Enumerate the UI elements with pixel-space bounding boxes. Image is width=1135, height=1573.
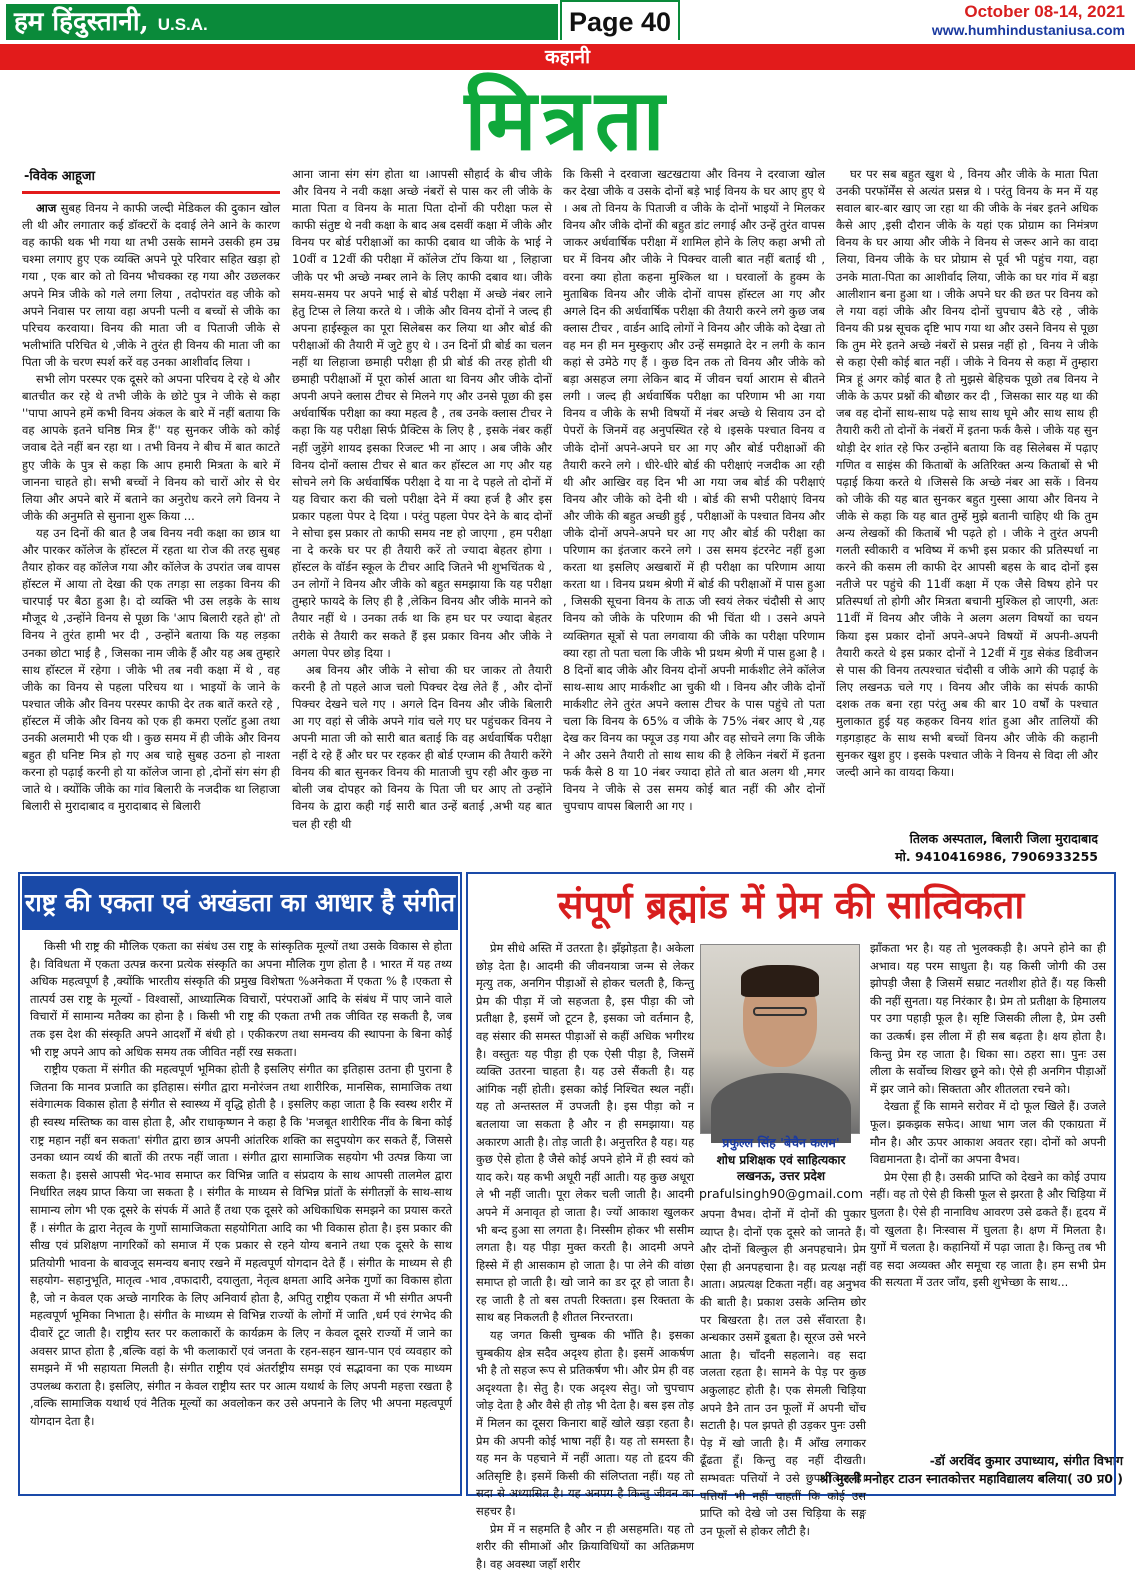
story-column-1 xyxy=(22,166,280,866)
photo-glasses xyxy=(753,1007,807,1016)
photo-hair xyxy=(741,965,819,997)
article-paragraph: किसी भी राष्ट्र की मौलिक एकता का संबंध उस राष्ट्र के सांस्कृतिक मूल्यों तथा उसके विकास से होता है। विविधता में एकता उत्पन्न करना प्रत्येक संस्कृति का अपना मौलिक गुण होता है । भारत में यह तथ्य अधिक महत्वपूर्ण है ,क्योंकि भारतीय संस्कृति की प्रमुख विशेषता %अनेकता में एकता % है ।एकता से तात्पर्य उस राष्ट्र के मूल्यों - विश्वासों, आध्यात्मिक विचारों, परंपराओं आदि के संबंध में पाए जाने वाले विचारों में सामान्य मतैक्य का होना है । किसी भी राष्ट्र की एकता तभी तक जीवित रह सकती है, जब तक इस देश की संस्कृति अपने आदर्शों में बंधी हो । एकीकरण तथा समन्वय की स्थापना के बिना कोई भी राष्ट्र अपने आप को अधिक समय तक जीवित नहीं रख सकता। xyxy=(30,939,452,1059)
story-title: मित्रता xyxy=(464,71,671,169)
lead-word: आज xyxy=(36,201,57,216)
website-link[interactable]: www.humhindustaniusa.com xyxy=(931,22,1125,38)
story-paragraph: सभी लोग परस्पर एक दूसरे को अपना परिचय दे रहे थे और बातचीत कर रहे थे तभी जीके के छोटे पुत्र ने जीके से कहा ''पापा आपने हमें कभी विनय अंकल के बारे में नहीं बताया कि वह आपके इतने घनिष्ठ मित्र हैं'' यह सुनकर जीके को कोई जवाब देते नहीं बन रहा था । तभी विनय ने बीच में बात काटते हुए जीके के पुत्र से कहा कि आप हमारी मित्रता के बारे में जानना चाहते हो। सभी बच्चों ने विनय को चारों ओर से घेर लिया और अपने बारे में बताने का अनुरोध करने लगे विनय ने जीके की अनुमति से सुनाना शुरू किया ... xyxy=(22,372,280,523)
newspaper-brand xyxy=(6,4,356,40)
article-body-music xyxy=(30,938,452,1429)
signature-address: तिलक अस्पताल, बिलारी जिला मुरादाबाद xyxy=(909,831,1098,846)
story-column-3 xyxy=(563,166,825,866)
author-city: लखनऊ, उत्तर प्रदेश xyxy=(736,1169,826,1183)
author-name: प्रफुल्ल सिंह 'बेचैन कलम' xyxy=(722,1135,840,1150)
brand-suffix: U.S.A. xyxy=(157,15,208,34)
author-signature-music: -डॉ अरविंद कुमार उपाध्याय, संगीत विभाग xyxy=(929,1453,1123,1468)
story-paragraph: घर पर सब बहुत खुश थे , विनय और जीके के माता पिता उनकी परफॉर्मेंस से अत्यंत प्रसन्न थे । परंतु विनय के मन में यह सवाल बार-बार खाए जा रहा था की जीके के नंबर इतने अधिक कैसे आए ,इसी दौरान जीके के यहां एक प्रोग्राम का निमंत्रण विनय के घर आया और जीके ने विनय से जरूर आने का वादा लिया, विनय जीके के घर प्रोग्राम से पूर्व भी पहुंच गया, वहा उनके माता-पिता का आशीर्वाद लिया, जीके का घर गांव में बड़ा आलीशान बना हुआ था । जीके अपने घर की छत पर विनय को ले गया वहां जीके और विनय दोनों चुपचाप बैठे रहे , जीके विनय की प्रश्न सूचक दृष्टि भाप गया था और उसने विनय से पूछा कि तुम मेरे इतने अच्छे नंबरों से प्रसन्न नहीं हो , विनय ने जीके से कहा ऐसी कोई बात नहीं । जीके ने विनय से कहा में तुम्हारा मित्र हूं अगर कोई बात है तो मुझसे बेहिचक पूछो तब विनय ने जीके के ऊपर प्रश्नों की बौछार कर दी , जिसका सार यह था की जब वह दोनों साथ-साथ पढ़े साथ साथ घूमे और साथ साथ ही तैयारी करी तो दोनों के नंबरों में इतना फर्क कैसे । जीके यह सुन थोड़ी देर शांत रहे फिर उन्होंने बताया कि वह सिलेबस में पढ़ाए गणित व साइंस की किताबों के अतिरिक्त अन्य किताबों से भी पढ़ाई किया करते थे ।जिससे कि अच्छे नंबर आ सकें । विनय को जीके की यह बात सुनकर बहुत गुस्सा आया और विनय ने जीके से कहा कि यह बात तुम्हें मुझे बतानी चाहिए थी कि तुम अन्य लेखकों की किताबें भी पढ़ते हो । जीके ने तुरंत अपनी गलती स्वीकारी व भविष्य में कभी इस प्रकार की प्रतिस्पर्धा ना करने की कसम ली काफी देर आपसी बहस के बाद दोनों इस नतीजे पर पहुंचे की 11वीं कक्षा में एक जैसे विषय होने पर प्रतिस्पर्धा तो होगी और मित्रता बचानी मुश्किल हो जाएगी, अतः 11वीं में विनय और जीके ने अलग अलग विषयों का चयन किया इस प्रकार दोनों अपने-अपने विषयों में अपनी-अपनी तैयारी करते थे इस प्रकार दोनों ने 12वीं में गुड सेकंड डिवीजन से पास की विनय तत्पश्चात चंदौसी व जीके आगे की पढ़ाई के लिए लखनऊ चले गए । विनय और जीके का संपर्क काफी दशक तक बना रहा परंतु अब की बार 10 वर्षों के पश्चात मुलाकात हुई यह कहकर विनय शांत हुआ और तालियों की गड़गड़ाहट के साथ सभी बच्चों विनय और जीके की कहानी सुनकर खुश हुए । इसके पश्चात जीके ने विनय से विदा ली और जल्दी आने का वायदा किया। xyxy=(836,167,1098,780)
brand-bar xyxy=(356,4,558,40)
author-role: शोध प्रशिक्षक एवं साहित्यकार xyxy=(716,1153,846,1167)
page-number: Page 40 xyxy=(560,0,680,40)
article-love-column-left xyxy=(476,940,694,1571)
photo-shirt xyxy=(711,1073,851,1143)
story-column-2 xyxy=(292,166,552,866)
article-headline-love: संपूर्ण ब्रह्मांड में प्रेम की सात्विकता xyxy=(557,883,1025,927)
author-photo xyxy=(700,944,860,1134)
article-love-column-right xyxy=(870,940,1106,1490)
masthead xyxy=(0,0,1135,48)
article-love-column-middle xyxy=(700,1206,866,1538)
article-paragraph: यह जगत किसी चुम्बक की भाँति है। इसका चुम्बकीय क्षेत्र सदैव अदृश्य होता है। इसमें आकर्षण भी है तो सहज रूप से प्रतिकर्षण भी। और प्रेम ही वह अदृश्यता है। सेतु है। एक अदृश्य सेतु। जो चुपचाप जोड़ देता है और वैसे ही तोड़ भी देता है। बस इस तोड़ में मिलन का दूसरा किनारा बाहें खोले खड़ा रहता है। प्रेम की अपनी कोई भाषा नहीं है। यह तो समस्ता है। यह मन के पहचाने में नहीं आता। यह तो हृदय की अतिसृष्टि है। इसमें किसी की संलिप्तता नहीं। यह तो सदा से अध्यासित है। यह अनपग है किन्तु जीवन का सहचर है। xyxy=(476,1328,694,1518)
story-column-4 xyxy=(836,166,1098,826)
story-paragraph: आना जाना संग संग होता था ।आपसी सौहार्द के बीच जीके और विनय ने नवी कक्षा अच्छे नंबरों से पास कर ली जीके के माता पिता व विनय के माता पिता दोनों की परीक्षा फल से काफी संतुष्ट थे नवी कक्षा के बाद अब दसवीं कक्षा में जीके और विनय पर बोर्ड परीक्षाओं का काफी दबाव था जीके के भाई ने 10वीं व 12वीं की परीक्षा में कॉलेज टॉप किया था , लिहाजा जीके पर भी अच्छे नम्बर लाने के लिए काफी दबाव था। जीके समय-समय पर अपने भाई से बोर्ड परीक्षा में अच्छे नंबर लाने हेतु टिप्स ले लिया करते थे । जीके और विनय दोनों ने जल्द ही अपना हाईस्कूल का पूरा सिलेबस कर लिया था और बोर्ड की परीक्षाओं की तैयारी में जुटे हुए थे । उन दिनों प्री बोर्ड का चलन नहीं था लिहाजा छमाही परीक्षा ही प्री बोर्ड की तरह होती थी छमाही परीक्षाओं में पूरा कोर्स आता था विनय और जीके दोनों अपनी अपने क्लास टीचर से मिलने गए और उनसे पूछा की इस अर्धवार्षिक परीक्षा का क्या महत्व है , तब उनके क्लास टीचर ने कहा कि यह परीक्षा सिर्फ प्रैक्टिस के लिए है , इसके नंबर कहीं नहीं जुड़ेंगे शायद इसका रिजल्ट भी ना आए । अब जीके और विनय दोनों क्लास टीचर से बात कर हॉस्टल आ गए और यह सोचने लगे कि अर्धवार्षिक परीक्षा दे या ना दे पहले तो दोनों में यह विचार करा की चलो परीक्षा देने में क्या हर्ज है और इस प्रकार पहला पेपर दे दिया । परंतु पहला पेपर देने के बाद दोनों ने सोचा इस प्रकार तो काफी समय नष्ट हो जाएगा , हम परीक्षा ना दे करके घर पर ही तैयारी करें तो ज्यादा बेहतर होगा । हॉस्टल के वॉर्डन स्कूल के टीचर आदि जितने भी शुभचिंतक थे , उन लोगों ने विनय और जीके को बहुत समझाया कि यह परीक्षा तुम्हारे फायदे के लिए ही है ,लेकिन विनय और जीके मानने को तैयार नहीं थे । उनका तर्क था कि हम घर पर ज्यादा बेहतर तरीके से तैयारी कर सकते हैं इस प्रकार विनय और जीके ने अगला पेपर छोड़ दिया । xyxy=(292,167,552,660)
article-paragraph: प्रेम सीधे अस्ति में उतरता है। झँझोड़ता है। अकेला छोड़ देता है। आदमी की जीवनयात्रा जन्म से लेकर मृत्यु तक, अनगिन पीड़ाओं से होकर चलती है, किन्तु प्रेम की पीड़ा में जो सहजता है, इस पीड़ा की जो प्रतीक्षा है, इसमें जो टूटन है, इसका जो वर्तमान है, वह संसार की समस्त पीड़ाओं से कहीं अधिक भगीरथ है। वस्तुतः यह पीड़ा ही एक ऐसी पीड़ा है, जिसमें व्यक्ति उतरना चाहता है। यह उसे सैंकती है। यह आंगिक नहीं होती। इसका कोई निश्चित स्थल नहीं। यह तो अन्तस्तल में उपजती है। इस पीड़ा को न बतलाया जा सकता है और न ही समझाया। यह अकारण आती है। तोड़ जाती है। अनुत्तरित है यह। यह कुछ ऐसे होता है जैसे कोई अपने होने में ही स्वयं को याद करे। यह कभी अधूरी नहीं आती। यह कुछ अधूरा ले भी नहीं जाती। पूरा लेकर चली जाती है। आदमी अपने में अनावृत हो जाता है। ज्यों आकाश खुलकर भी बन्द हुआ सा लगता है। निस्सीम होकर भी ससीम लगता है। यह पीड़ा मुक्त करती है। आदमी अपने हिस्से में ही आसकाम हो जाता है। पा लेने की वांछा समाप्त हो जाती है। खो जाने का डर दूर हो जाता है। रह जाती है तो बस तपती रिक्तता। इस रिक्तता के साथ बह निकलती है शीतल निरन्तरता। xyxy=(476,941,694,1325)
byline-rule xyxy=(22,191,280,194)
author-email[interactable]: prafulsingh90@gmail.com xyxy=(698,1186,864,1201)
story-paragraph: आज सुबह विनय ने काफी जल्दी मेडिकल की दुकान खोल ली थी और लगातार कई डॉक्टरों के दवाई लेने आने के कारण वह काफी थक भी गया था तभी उसके सामने उसकी हम उम्र चश्मा लगाए हुए एक व्यक्ति अपने पूरे परिवार सहित खड़ा हो गया , एक बार को तो विनय भौचक्का रह गया और उछलकर अपने मित्र जीके को गले लगा लिया , तदोपरांत वह जीके को अपने निवास पर लाया वहा अपनी पत्नी व बच्चों से जीके का परिचय करवाया। विनय की माता जी व पिताजी जीके से भलीभांति परिचित थे ,जीके ने तुरंत ही विनय की माता जी का पिता जी के चरण स्पर्श करें वह उनका आशीर्वाद लिया । xyxy=(22,201,281,369)
signature-phone: मो. 9410416986, 7906933255 xyxy=(895,849,1098,864)
story-byline: -विवेक आहूजा xyxy=(24,169,95,184)
article-paragraph: झाँकता भर है। यह तो भुलक्कड़ी है। अपने होने का ही अभाव। यह परम साधुता है। यह किसी जोगी की उस झोपड़ी जैसा है जिसमें सम्राट नतशीश होते हैं। यह किसी की नहीं सुनता। यह निरंकार है। प्रेम तो प्रतीक्षा के हिमालय पर उगा पहाड़ी फूल है। सृष्टि जिसकी लीला है, प्रेम उसी का उत्कर्ष। इस लीला में ही सब बढ़ता है। क्षय होता है। किन्तु प्रेम रह जाता है। धिका सा। ठहरा सा। पुनः उस लीला के सर्वोच्च शिखर छूने को। ऐसे ही अनगिन पीड़ाओं में झर जाने को। सिक्तता और शीतलता रचने को। xyxy=(870,941,1106,1096)
brand-name: हम हिंदुस्तानी, xyxy=(14,7,149,37)
article-box-music xyxy=(18,872,462,1496)
article-paragraph: प्रेम ऐसा ही है। उसकी प्राप्ति को देखने का कोई उपाय नहीं। वह तो ऐसे ही किसी फूल से झरता है और चिड़िया में घुलता है। ऐसे ही नानाविध आवरण उसे ढकते हैं। हृदय में वो खुलता है। निःस्वास में घुलता है। क्षण में मिलता है। युगों में चलता है। कहानियों में पढ़ा जाता है। किन्तु तब भी वह सदा अव्यक्त और समूचा रह जाता है। हम सभी प्रेम की सत्यता में उतर जाँय, इसी शुभेच्छा के साथ... xyxy=(870,1169,1106,1290)
article-headline-music: राष्ट्र की एकता एवं अखंडता का आधार है संगीत xyxy=(22,876,458,930)
section-label: कहानी xyxy=(544,46,591,68)
story-paragraph: कि किसी ने दरवाजा खटखटाया और विनय ने दरवाजा खोल कर देखा जीके व उसके दोनों बड़े भाई विनय के घर आए हुए थे । अब तो विनय के पिताजी व जीके के दोनों भाइयों ने मिलकर विनय और जीके दोनों की बहुत डांट लगाई और उन्हें तुरंत वापस जाकर अर्धवार्षिक परीक्षा में शामिल होने के लिए कहा अभी तो घर में विनय और जीके ने पिक्चर वाली बात नहीं बताई थी , वरना क्या होता कहना मुश्किल था । घरवालों के हुक्म के मुताबिक विनय और जीके दोनों वापस हॉस्टल आ गए और अगले दिन की अर्धवार्षिक परीक्षा की तैयारी करने लगे कुछ जब क्लास टीचर , वार्डन आदि लोगों ने विनय और जीके को देखा तो वह मन ही मन मुस्कुराए और उन्हें समझाते देर न लगी के कान कहां से उमेठे गए हैं । कुछ दिन तक तो विनय और जीके को बड़ा असहज लगा लेकिन बाद में जीवन चर्या आराम से बीतने लगी । जल्द ही अर्धवार्षिक परीक्षा का परिणाम भी आ गया विनय व जीके के सभी विषयों में नंबर अच्छे थे सिवाय उन दो पेपरों के जिनमें वह अनुपस्थित रहे थे ।इसके पश्चात विनय व जीके दोनों अपने-अपने घर आ गए और बोर्ड परीक्षाओं की तैयारी करने लगे । धीरे-धीरे बोर्ड की परीक्षाएं नजदीक आ रही थी और आखिर वह दिन भी आ गया जब बोर्ड की परीक्षाएं विनय और जीके को देनी थी । बोर्ड की सभी परीक्षाएं विनय और जीके की बहुत अच्छी हुई , परीक्षाओं के पश्चात विनय और जीके दोनों अपने-अपने घर आ गए और बोर्ड की परीक्षा का परिणाम का इंतजार करने लगे । उस समय इंटरनेट नहीं हुआ करता था इसलिए अखबारों में ही परीक्षा का परिणाम आया करता था । विनय प्रथम श्रेणी में बोर्ड की परीक्षाओं में पास हुआ , जिसकी सूचना विनय के ताऊ जी स्वयं लेकर चंदौसी से आए विनय को जीके के परिणाम की भी चिंता थी । उसने अपने व्यक्तिगत सूत्रों से पता लगवाया की जीके का परीक्षा परिणाम क्या रहा तो पता चला कि जीके भी प्रथम श्रेणी में पास हुआ है । 8 दिनों बाद जीके और विनय दोनों अपनी मार्कशीट लेने कॉलेज साथ-साथ आए मार्कशीट आ चुकी थी । विनय और जीके दोनों मार्कशीट लेने तुरंत अपने क्लास टीचर के पास पहुंचे तो पता चला कि विनय के 65% व जीके के 75% नंबर आए थे ,यह देख कर विनय का फ्यूज उड़ गया और वह सोचने लगा कि जीके ने और उसने तैयारी तो साथ साथ की है लेकिन नंबरों में इतना फर्क कैसे 8 या 10 नंबर ज्यादा होते तो बात अलग थी ,मगर विनय ने जीके से उस समय कोई बात नहीं की और दोनों चुपचाप वापस बिलारी आ गए । xyxy=(563,167,825,814)
story-signature xyxy=(836,830,1098,866)
article-paragraph: प्रेम में न सहमति है और न ही असहमति। यह तो शरीर की सीमाओं और क्रियाविधियों का अतिक्रमण है। वह अवस्था जहाँ शरीर xyxy=(476,1521,694,1571)
issue-date: October 08-14, 2021 xyxy=(964,2,1125,21)
article-paragraph: राष्ट्रीय एकता में संगीत की महत्वपूर्ण भूमिका होती है इसलिए संगीत का इतिहास उतना ही पुराना है जितना कि मानव प्रजाति का इतिहास। संगीत द्वारा मनोरंजन तथा शारीरिक, मानसिक, सामाजिक तथा संवेगात्मक विकास होता है संगीत से स्वास्थ्य में वृद्धि होती है । इसलिए कहा जाता है कि स्वस्थ शरीर में ही स्वस्थ मस्तिष्क का वास होता है, और राधाकृष्णन ने कहा है कि 'मजबूत शारीरिक नींव के बिना कोई राष्ट्र महान नहीं बन सकता' संगीत द्वारा छात्र अपनी आंतरिक शक्ति का सदुपयोग कर सकते हैं, जिससे उनका ध्यान व्यर्थ की बातों की तरफ नहीं जाता । संगीत द्वारा सामाजिक सहयोग भी उत्पन्न किया जा सकता है। इससे आपसी भेद-भाव समाप्त कर विभिन्न जाति व संप्रदाय के साथ आपसी तालमेल द्वारा निर्धारित लक्ष्य प्राप्त किया जा सकता है । संगीत के माध्यम से विभिन्न प्रांतों के संगीतज्ञों के साथ-साथ सामान्य लोग भी एक दूसरे के संपर्क में आते हैं तथा एक दूसरे को अधिकाधिक समझने का प्रयास करते हैं । संगीत के द्वारा नेतृत्व के गुणों सामाजिकता सहयोगिता आदि का भी विकास होता है। इस प्रकार की सीख एवं प्रशिक्षण नागरिकों को समाज में एक प्रकार से रहने योग्य बनाने तथा एक दूसरे के साथ प्रतियोगी भावना के बावजूद समन्वय बनाए रखने में महत्वपूर्ण योगदान देते हैं । संगीत के माध्यम से ही सहयोग- सहानुभूति, मातृत्व -भाव ,वफादारी, दयालुता, नेतृत्व क्षमता आदि अनेक गुणों का विकास होता है, जो न केवल एक अच्छे नागरिक के लिए अनिवार्य होता है, अपितु राष्ट्रीय एकता में भी संगीत अपनी महत्वपूर्ण भूमिका निभाता है। संगीत के माध्यम से विभिन्न राज्यों के लोगों में जाति ,धर्म एवं रंगभेद की दीवारें टूट जाती है। राष्ट्रीय स्तर पर कलाकारों के कार्यक्रम के लिए न केवल दूसरे राज्यों में जाने का अवसर प्राप्त होता है ,बल्कि वहां के भी कलाकारों एवं जनता के रहन-सहन खान-पान एवं व्यवहार को समझने में भी सहायता मिलती है। संगीत राष्ट्रीय एवं अंतर्राष्ट्रीय समझ एवं सद्भावना का एक माध्यम उपलब्ध कराता है। इसलिए, संगीत न केवल राष्ट्रीय स्तर पर आत्म यथार्थ के लिए अपनी महत्ता रखता है ,वल्कि सामाजिक यथार्थ एवं नैतिक मूल्यों का अवलोकन कर उसे अपनाने के लिए भी अपना महत्वपूर्ण योगदान देता है। xyxy=(30,1062,452,1429)
story-paragraph: यह उन दिनों की बात है जब विनय नवी कक्षा का छात्र था और पारकर कॉलेज के हॉस्टल में रहता था रोज की तरह सुबह तैयार होकर वह कॉलेज गया और कॉलेज के उपरांत जब वापस हॉस्टल में आया तो देखा की एक तगड़ा सा लड़का विनय की चारपाई पर बैठा हुआ है। दो व्यक्ति भी उस लड़के के साथ मौजूद थे ,उन्होंने विनय से पूछा कि 'आप बिलारी रहते हो' तो विनय ने तुरंत हामी भर दी , उन्होंने बताया कि यह लड़का उनका छोटा भाई है , जिसका नाम जीके हैं और यह अब तुम्हारे साथ हॉस्टल में रहेगा । जीके भी तब नवी कक्षा में थे , वह जीके का विनय से पहला परिचय था । भाइयों के जाने के पश्चात जीके और विनय परस्पर काफी देर तक बातें करते रहे , हॉस्टल में जीके और विनय को एक ही कमरा एलॉट हुआ तथा उनकी अलमारी भी एक थी । कुछ समय में ही जीके और विनय बहुत ही घनिष्ट मित्र हो गए अब चाहे सुबह उठना हो नाश्ता करना हो पढ़ाई करनी हो या कॉलेज जाना हो ,दोनों संग संग ही जाते थे । क्योंकि जीके का गांव बिलारी के नजदीक था लिहाजा बिलारी से मुरादाबाद व मुरादाबाद से बिलारी xyxy=(22,525,280,814)
story-paragraph: अब विनय और जीके ने सोचा की घर जाकर तो तैयारी करनी है तो पहले आज चलो पिक्चर देख लेते हैं , और दोनों पिक्चर देखने चले गए । अगले दिन विनय और जीके बिलारी आ गए वहां से जीके अपने गांव चले गए घर पहुंचकर विनय ने अपनी माता जी को सारी बात बताई कि वह अर्धवार्षिक परीक्षा नहीं दे रहे हैं और घर पर रहकर ही बोर्ड एग्जाम की तैयारी करेंगे विनय की बात सुनकर विनय की माताजी चुप रही और कुछ ना बोली जब दोपहर को विनय के पिता जी घर आए तो उन्होंने विनय के द्वारा कही गई सारी बात उन्हें बताई ,अभी यह बात चल ही रही थी xyxy=(292,662,552,831)
article-paragraph: देखता हूँ कि सामने सरोवर में दो फूल खिले हैं। उजले फूल। झकझक सफेद। आधा भाग जल की एकाग्रता में मौन है। और ऊपर आकाश अवतर रहा। दोनों को अपनी विद्यमानता है। दोनों का अपना वैभव। xyxy=(870,1099,1106,1167)
author-affiliation-music: श्री मुरली मनोहर टाउन स्नातकोत्तर महाविद्यालय बलिया( उ0 प्र0 ) xyxy=(819,1471,1123,1486)
article-paragraph: अपना वैभव। दोनों में दोनों की पुकार व्याप्त है। दोनों एक दूसरे को जानते हैं। और दोनों बिल्कुल ही अनपहचाने। प्रेम ऐसा ही अनपहचाना है। वह प्रत्यक्ष नहीं आता। अप्रत्यक्ष टिकता नहीं। वह अनुभव की बाती है। प्रकाश उसके अन्तिम छोर पर बिखरता है। तल उसे सँवारता है। अन्धकार उसमें डूबता है। सूरज उसे भरने आता है। चाँदनी सहलाने। वह सदा जलता रहता है। सामने के पेड़ पर कुछ अकुलाहट होती है। एक सेमली चिड़िया अपने डैने तान उन फूलों में अपनी चोंच सटाती है। पल झपते ही उड़कर पुनः उसी पेड़ में खो जाती है। मैं आँख लगाकर ढूँढता हूँ। किन्तु वह नहीं दीखती। सम्भवतः पत्तियों ने उसे छुपा लिया है। पत्तियाँ भी नहीं चाहतीं कि कोई उस प्राप्ति को देखे जो उस चिड़िया के सङ्ग उन फूलों से होकर लौटी है। xyxy=(700,1207,866,1538)
